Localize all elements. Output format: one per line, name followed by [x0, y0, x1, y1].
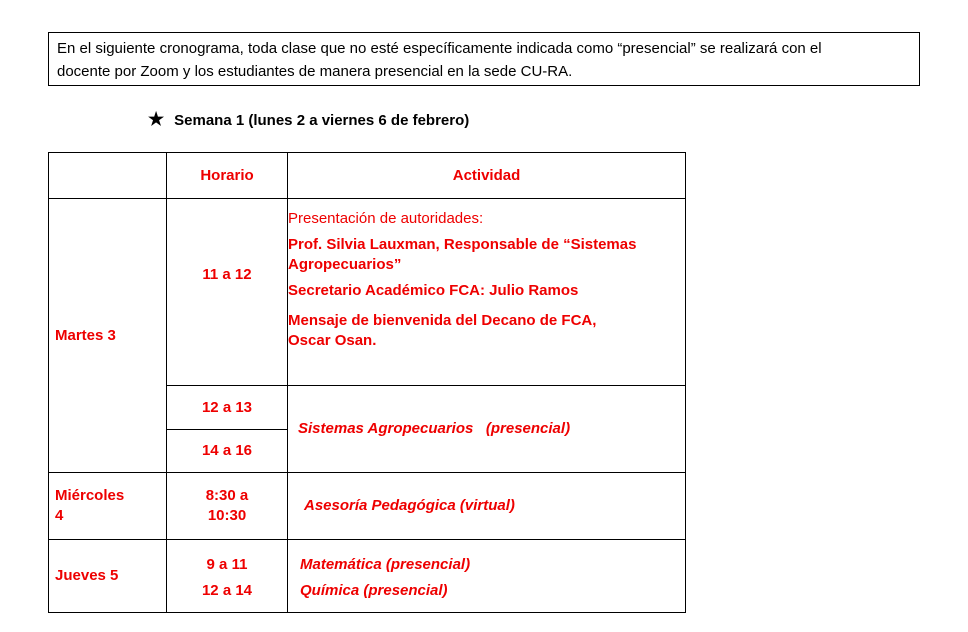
header-horario: Horario: [167, 153, 288, 199]
miercoles-row: [49, 473, 686, 540]
sistemas-modality: (presencial): [485, 420, 571, 437]
authority-line-2: Secretario Académico FCA: Julio Ramos: [288, 282, 579, 299]
martes-activity-1: [288, 199, 686, 386]
note-line-1: En el siguiente cronograma, toda clase que no esté específicamente indicada como “presencial” se realizará con el: [57, 40, 822, 57]
authority-line-1a: Prof. Silvia Lauxman, Responsable de “Sistemas: [288, 236, 637, 253]
jueves-activity-1: [288, 540, 686, 575]
asesoria-label: Asesoría Pedagógica (virtual): [304, 497, 515, 514]
miercoles-day-a: Miércoles: [55, 487, 125, 504]
authorities-intro: Presentación de autoridades:: [288, 210, 484, 227]
schedule-table: [48, 152, 686, 613]
authority-line-3b: Oscar Osan.: [288, 332, 377, 349]
week-title: Semana 1 (lunes 2 a viernes 6 de febrero): [174, 112, 470, 129]
miercoles-day: [49, 473, 167, 540]
martes-time-3: 14 a 16: [167, 430, 288, 473]
martes-time-1: 11 a 12: [167, 199, 288, 386]
schedule-note: [48, 32, 920, 86]
header-row: [49, 153, 686, 199]
martes-time-2: 12 a 13: [167, 386, 288, 430]
matematica-label: Matemática (presencial): [300, 555, 471, 573]
martes-activity-2: [288, 386, 686, 473]
quimica-label: Química (presencial): [300, 581, 448, 599]
martes-day: Martes 3: [49, 199, 167, 473]
jueves-day: Jueves 5: [49, 540, 167, 613]
note-line-2: docente por Zoom y los estudiantes de manera presencial en la sede CU-RA.: [57, 63, 573, 80]
miercoles-activity: [288, 473, 686, 540]
miercoles-time-a: 8:30 a: [205, 487, 249, 504]
authority-line-1b: Agropecuarios”: [288, 256, 402, 273]
jueves-time-1: 9 a 11: [167, 540, 288, 575]
sistemas-label: Sistemas Agropecuarios: [298, 420, 474, 437]
jueves-activity-2: [288, 575, 686, 613]
jueves-time-2: 12 a 14: [167, 575, 288, 613]
martes-row-1: [49, 199, 686, 386]
header-actividad: Actividad: [288, 153, 686, 199]
star-icon: ★: [148, 109, 165, 129]
authority-line-3a: Mensaje de bienvenida del Decano de FCA,: [288, 312, 597, 329]
miercoles-time: [167, 473, 288, 540]
header-day: [49, 153, 167, 199]
miercoles-day-b: 4: [55, 507, 64, 524]
miercoles-time-b: 10:30: [207, 507, 247, 524]
jueves-row-1: [49, 540, 686, 575]
week-heading: [148, 108, 469, 132]
